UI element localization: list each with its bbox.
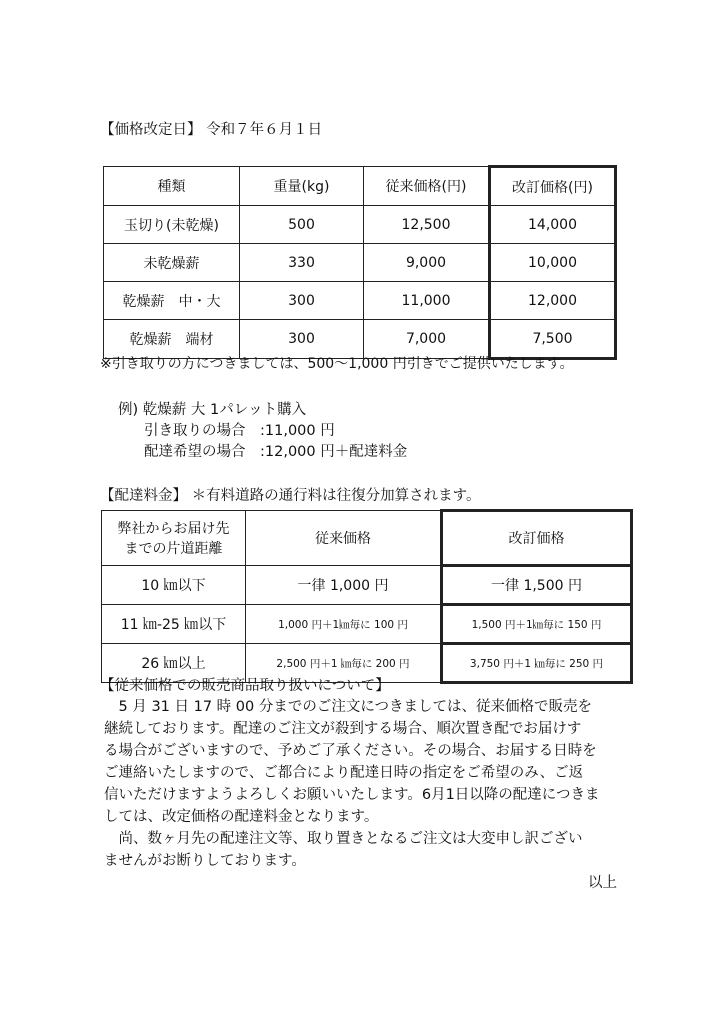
- header-distance-line-2: までの片道距離: [124, 541, 223, 557]
- item-weight: 330: [240, 244, 364, 282]
- table-row: [104, 206, 616, 244]
- item-new-price: 12,000: [490, 282, 616, 320]
- header-distance: [102, 511, 246, 566]
- table-row: [104, 244, 616, 282]
- item-old-price: 9,000: [364, 244, 490, 282]
- item-weight: 300: [240, 282, 364, 320]
- example-line-1: 例) 乾燥薪 大 1パレット購入: [118, 402, 307, 418]
- old-fee: 一律 1,000 円: [246, 566, 442, 605]
- price-table: [103, 165, 617, 360]
- distance: 26 ㎞以上: [102, 644, 246, 683]
- notice-body: [104, 696, 624, 872]
- notice-line: 信いただけますようよろしくお願いいたします。6月1日以降の配達につきま: [104, 787, 600, 803]
- new-fee: 3,750 円＋1 ㎞毎に 250 円: [442, 644, 632, 683]
- item-type: 乾燥薪 端材: [104, 320, 240, 359]
- item-weight: 500: [240, 206, 364, 244]
- closing-mark: 以上: [588, 875, 617, 891]
- example-line-2: 引き取りの場合 :11,000 円: [144, 423, 335, 439]
- notice-line: る場合がございますので、予めご了承ください。その場合、お届する日時を: [104, 743, 597, 759]
- notice-line: ませんがお断りしております。: [104, 853, 306, 869]
- new-fee: 一律 1,500 円: [442, 566, 632, 605]
- table-row: [104, 320, 616, 359]
- notice-line: 5 月 31 日 17 時 00 分までのご注文につきましては、従来価格で販売を: [104, 699, 593, 715]
- header-new-fee: 改訂価格: [442, 511, 632, 566]
- price-revision-date: 【価格改定日】 令和７年６月１日: [100, 122, 323, 138]
- item-old-price: 12,500: [364, 206, 490, 244]
- header-new-price: 改訂価格(円): [490, 167, 616, 206]
- table-row: [104, 282, 616, 320]
- example-line-3: 配達希望の場合 :12,000 円＋配達料金: [144, 444, 408, 460]
- distance: 10 ㎞以下: [102, 566, 246, 605]
- notice-line: 継続しております。配達のご注文が殺到する場合、順次置き配でお届けす: [104, 721, 582, 737]
- table-row: [102, 605, 632, 644]
- notice-line: しては、改定価格の配達料金となります。: [104, 809, 379, 825]
- distance: 11 ㎞-25 ㎞以下: [102, 605, 246, 644]
- old-fee: 1,000 円＋1㎞毎に 100 円: [246, 605, 442, 644]
- item-new-price: 14,000: [490, 206, 616, 244]
- item-type: 未乾燥薪: [104, 244, 240, 282]
- item-type: 乾燥薪 中・大: [104, 282, 240, 320]
- price-table-header-row: [104, 167, 616, 206]
- delivery-fee-table: [101, 509, 633, 684]
- header-weight: 重量(kg): [240, 167, 364, 206]
- notice-line: 尚、数ヶ月先の配達注文等、取り置きとなるご注文は大変申し訳ござい: [104, 831, 583, 847]
- header-type: 種類: [104, 167, 240, 206]
- old-fee: 2,500 円＋1 ㎞毎に 200 円: [246, 644, 442, 683]
- item-new-price: 7,500: [490, 320, 616, 359]
- item-type: 玉切り(未乾燥): [104, 206, 240, 244]
- delivery-fee-title: 【配達料金】 ＊有料道路の通行料は往復分加算されます。: [100, 488, 481, 504]
- item-weight: 300: [240, 320, 364, 359]
- delivery-table-header-row: [102, 511, 632, 566]
- item-old-price: 7,000: [364, 320, 490, 359]
- new-fee: 1,500 円＋1㎞毎に 150 円: [442, 605, 632, 644]
- item-new-price: 10,000: [490, 244, 616, 282]
- pickup-discount-note: ※引き取りの方につきましては、500～1,000 円引きでご提供いたします。: [100, 356, 574, 372]
- header-old-fee: 従来価格: [246, 511, 442, 566]
- item-old-price: 11,000: [364, 282, 490, 320]
- table-row: [102, 566, 632, 605]
- notice-title: 【従来価格での販売商品取り扱いについて】: [100, 678, 390, 694]
- header-old-price: 従来価格(円): [364, 167, 490, 206]
- header-distance-line-1: 弊社からお届け先: [117, 521, 230, 537]
- notice-line: ご連絡いたしますので、ご都合により配達日時の指定をご希望のみ、ご返: [104, 765, 584, 781]
